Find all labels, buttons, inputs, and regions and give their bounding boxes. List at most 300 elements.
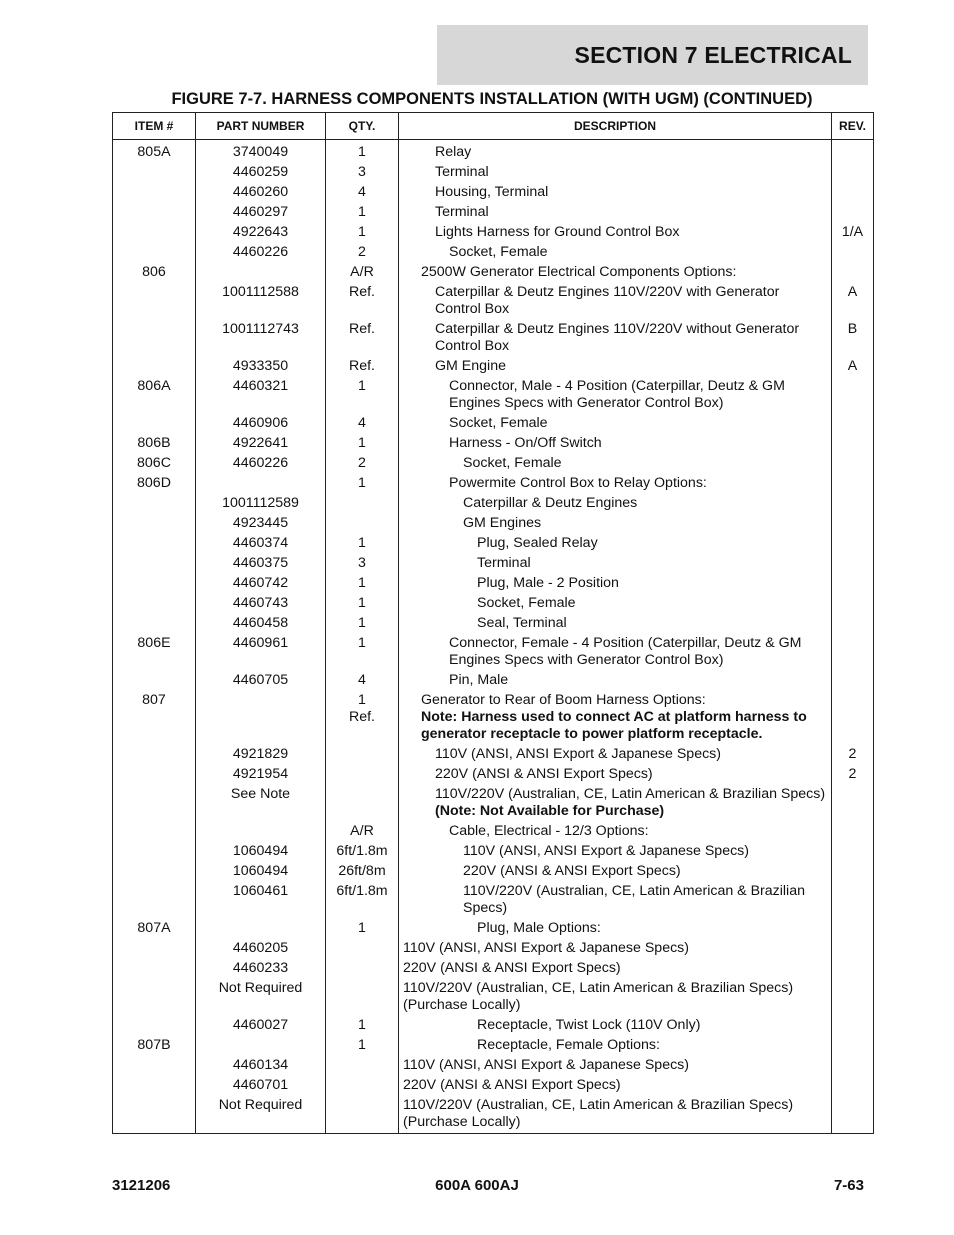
part-number-cell: 3740049 xyxy=(196,140,326,164)
item-number-cell xyxy=(113,1056,196,1076)
quantity-cell xyxy=(326,785,399,822)
revision-cell xyxy=(832,494,874,514)
description-cell xyxy=(399,765,832,785)
column-header-qty: QTY. xyxy=(326,113,399,140)
quantity-cell: 3 xyxy=(326,554,399,574)
revision-cell xyxy=(832,979,874,1016)
description-cell xyxy=(399,474,832,494)
description-cell xyxy=(399,203,832,223)
description-text: Socket, Female xyxy=(449,415,548,431)
description-text: Caterpillar & Deutz Engines xyxy=(463,495,638,511)
item-number-cell xyxy=(113,979,196,1016)
table-row xyxy=(113,1016,874,1036)
table-row xyxy=(113,454,874,474)
part-number-cell: 1001112588 xyxy=(196,283,326,320)
revision-cell: B xyxy=(832,320,874,357)
table-header-row xyxy=(113,113,874,140)
item-number-cell xyxy=(113,745,196,765)
revision-cell xyxy=(832,939,874,959)
table-row xyxy=(113,1036,874,1056)
quantity-cell xyxy=(326,514,399,534)
description-cell xyxy=(399,434,832,454)
table-row xyxy=(113,1096,874,1134)
table-row xyxy=(113,554,874,574)
description-note: (Note: Not Available for Purchase) xyxy=(435,803,665,819)
item-number-cell: 806C xyxy=(113,454,196,474)
table-row xyxy=(113,822,874,842)
description-text: Socket, Female xyxy=(449,244,548,260)
part-number-cell xyxy=(196,474,326,494)
item-number-cell xyxy=(113,283,196,320)
item-number-cell: 807 xyxy=(113,691,196,745)
description-cell xyxy=(399,574,832,594)
part-number-cell: 1060461 xyxy=(196,882,326,919)
description-cell xyxy=(399,594,832,614)
item-number-cell xyxy=(113,163,196,183)
table-row xyxy=(113,494,874,514)
quantity-cell: 2 xyxy=(326,243,399,263)
footer-page-number: 7-63 xyxy=(833,1177,864,1194)
description-cell xyxy=(399,263,832,283)
description-text: Terminal xyxy=(435,204,489,220)
item-number-cell xyxy=(113,494,196,514)
description-text: Pin, Male xyxy=(449,672,509,688)
description-cell xyxy=(399,959,832,979)
description-cell xyxy=(399,1076,832,1096)
part-number-cell: 4923445 xyxy=(196,514,326,534)
quantity-cell: 1 xyxy=(326,203,399,223)
description-note: Note: Harness used to connect AC at platform harness to generator receptacle to power platform receptacle. xyxy=(421,709,807,742)
part-number-cell: 4460259 xyxy=(196,163,326,183)
item-number-cell xyxy=(113,882,196,919)
description-cell xyxy=(399,243,832,263)
item-number-cell xyxy=(113,357,196,377)
quantity-cell: 4 xyxy=(326,414,399,434)
table-row xyxy=(113,671,874,691)
item-number-cell xyxy=(113,1016,196,1036)
revision-cell xyxy=(832,514,874,534)
table-row xyxy=(113,357,874,377)
part-number-cell: 4460705 xyxy=(196,671,326,691)
part-number-cell: 4460743 xyxy=(196,594,326,614)
quantity-cell: 1 xyxy=(326,377,399,414)
description-text: Connector, Female - 4 Position (Caterpillar, Deutz & GM Engines Specs with Generator Control Box) xyxy=(449,635,802,668)
item-number-cell xyxy=(113,785,196,822)
part-number-cell: 4460027 xyxy=(196,1016,326,1036)
quantity-cell: Ref. xyxy=(326,283,399,320)
quantity-cell: 4 xyxy=(326,183,399,203)
part-number-cell: 4933350 xyxy=(196,357,326,377)
description-text: 110V (ANSI, ANSI Export & Japanese Specs) xyxy=(403,940,689,956)
description-cell xyxy=(399,377,832,414)
section-banner xyxy=(437,25,868,85)
table-row xyxy=(113,842,874,862)
description-text: Terminal xyxy=(435,164,489,180)
column-header-item: ITEM # xyxy=(113,113,196,140)
quantity-cell xyxy=(326,1076,399,1096)
description-text: Socket, Female xyxy=(477,595,576,611)
table-row xyxy=(113,320,874,357)
table-row xyxy=(113,414,874,434)
part-number-cell: 4460297 xyxy=(196,203,326,223)
quantity-cell: 1 xyxy=(326,434,399,454)
part-number-cell: 4921954 xyxy=(196,765,326,785)
parts-table xyxy=(112,112,874,1134)
item-number-cell xyxy=(113,183,196,203)
quantity-cell: 4 xyxy=(326,671,399,691)
part-number-cell: 4922641 xyxy=(196,434,326,454)
quantity-cell: 2 xyxy=(326,454,399,474)
item-number-cell xyxy=(113,939,196,959)
revision-cell xyxy=(832,1056,874,1076)
footer-doc-number: 3121206 xyxy=(112,1177,171,1194)
part-number-cell: 4460961 xyxy=(196,634,326,671)
revision-cell: 2 xyxy=(832,745,874,765)
quantity-cell xyxy=(326,765,399,785)
revision-cell xyxy=(832,1016,874,1036)
revision-cell xyxy=(832,203,874,223)
table-row xyxy=(113,377,874,414)
revision-cell xyxy=(832,785,874,822)
description-cell xyxy=(399,283,832,320)
description-text: 110V (ANSI, ANSI Export & Japanese Specs) xyxy=(435,746,721,762)
footer-model: 600A 600AJ xyxy=(435,1177,519,1194)
description-cell xyxy=(399,939,832,959)
table-row xyxy=(113,614,874,634)
revision-cell xyxy=(832,554,874,574)
part-number-cell xyxy=(196,822,326,842)
description-cell xyxy=(399,614,832,634)
quantity-cell: 1 xyxy=(326,919,399,939)
description-text: Generator to Rear of Boom Harness Options: xyxy=(421,692,706,708)
revision-cell xyxy=(832,454,874,474)
revision-cell: 2 xyxy=(832,765,874,785)
revision-cell xyxy=(832,263,874,283)
description-cell xyxy=(399,454,832,474)
table-row xyxy=(113,434,874,454)
description-text: 110V/220V (Australian, CE, Latin American & Brazilian Specs) (Purchase Locally) xyxy=(403,980,794,1013)
quantity-cell xyxy=(326,939,399,959)
description-cell xyxy=(399,1096,832,1134)
description-text: Housing, Terminal xyxy=(435,184,549,200)
item-number-cell xyxy=(113,320,196,357)
item-number-cell: 806D xyxy=(113,474,196,494)
part-number-cell: 4460458 xyxy=(196,614,326,634)
item-number-cell xyxy=(113,614,196,634)
description-cell xyxy=(399,534,832,554)
quantity-cell: 1 Ref. xyxy=(326,691,399,745)
description-text: Powermite Control Box to Relay Options: xyxy=(449,475,707,491)
table-row xyxy=(113,594,874,614)
quantity-cell: 1 xyxy=(326,474,399,494)
quantity-cell xyxy=(326,959,399,979)
revision-cell xyxy=(832,474,874,494)
description-cell xyxy=(399,785,832,822)
item-number-cell xyxy=(113,822,196,842)
part-number-cell xyxy=(196,919,326,939)
quantity-cell: 1 xyxy=(326,1016,399,1036)
part-number-cell: 4460374 xyxy=(196,534,326,554)
description-cell xyxy=(399,691,832,745)
table-row xyxy=(113,243,874,263)
part-number-cell: 4922643 xyxy=(196,223,326,243)
table-row xyxy=(113,514,874,534)
revision-cell xyxy=(832,959,874,979)
quantity-cell: 1 xyxy=(326,1036,399,1056)
revision-cell xyxy=(832,614,874,634)
part-number-cell: 4460321 xyxy=(196,377,326,414)
item-number-cell: 806 xyxy=(113,263,196,283)
figure-title: FIGURE 7-7. HARNESS COMPONENTS INSTALLATION (WITH UGM) (CONTINUED) xyxy=(171,90,813,108)
table-row xyxy=(113,263,874,283)
description-text: Plug, Male Options: xyxy=(477,920,601,936)
table-row xyxy=(113,691,874,745)
part-number-cell: 4460205 xyxy=(196,939,326,959)
table-row xyxy=(113,979,874,1016)
part-number-cell: 1001112743 xyxy=(196,320,326,357)
description-cell xyxy=(399,882,832,919)
description-cell xyxy=(399,919,832,939)
item-number-cell: 805A xyxy=(113,140,196,164)
description-text: 110V (ANSI, ANSI Export & Japanese Specs) xyxy=(403,1057,689,1073)
revision-cell xyxy=(832,882,874,919)
part-number-cell: See Note xyxy=(196,785,326,822)
description-text: Connector, Male - 4 Position (Caterpillar, Deutz & GM Engines Specs with Generator Control Box) xyxy=(449,378,785,411)
parts-table-body xyxy=(113,140,874,1134)
quantity-cell: Ref. xyxy=(326,320,399,357)
table-row xyxy=(113,634,874,671)
description-text: 220V (ANSI & ANSI Export Specs) xyxy=(403,960,621,976)
table-row xyxy=(113,919,874,939)
description-text: 220V (ANSI & ANSI Export Specs) xyxy=(403,1077,621,1093)
table-row xyxy=(113,283,874,320)
part-number-cell: Not Required xyxy=(196,1096,326,1134)
table-row xyxy=(113,785,874,822)
description-cell xyxy=(399,514,832,534)
item-number-cell xyxy=(113,842,196,862)
description-text: Caterpillar & Deutz Engines 110V/220V with Generator Control Box xyxy=(435,284,780,317)
description-cell xyxy=(399,554,832,574)
revision-cell xyxy=(832,377,874,414)
item-number-cell xyxy=(113,514,196,534)
revision-cell xyxy=(832,243,874,263)
table-row xyxy=(113,1056,874,1076)
description-text: 220V (ANSI & ANSI Export Specs) xyxy=(463,863,681,879)
part-number-cell: 4921829 xyxy=(196,745,326,765)
revision-cell xyxy=(832,434,874,454)
part-number-cell: 4460701 xyxy=(196,1076,326,1096)
quantity-cell: 1 xyxy=(326,634,399,671)
description-text: 2500W Generator Electrical Components Options: xyxy=(421,264,737,280)
column-header-description: DESCRIPTION xyxy=(399,113,832,140)
quantity-cell: 1 xyxy=(326,574,399,594)
revision-cell xyxy=(832,140,874,164)
table-row xyxy=(113,203,874,223)
table-row xyxy=(113,574,874,594)
part-number-cell: 4460742 xyxy=(196,574,326,594)
quantity-cell: 6ft/1.8m xyxy=(326,882,399,919)
description-cell xyxy=(399,862,832,882)
revision-cell xyxy=(832,634,874,671)
quantity-cell: 1 xyxy=(326,594,399,614)
description-text: 110V/220V (Australian, CE, Latin American & Brazilian Specs) (Purchase Locally) xyxy=(403,1097,794,1130)
item-number-cell xyxy=(113,594,196,614)
part-number-cell xyxy=(196,1036,326,1056)
description-cell xyxy=(399,1016,832,1036)
quantity-cell xyxy=(326,1096,399,1134)
quantity-cell: A/R xyxy=(326,822,399,842)
quantity-cell xyxy=(326,494,399,514)
description-cell xyxy=(399,494,832,514)
part-number-cell: 4460134 xyxy=(196,1056,326,1076)
table-row xyxy=(113,939,874,959)
quantity-cell xyxy=(326,1056,399,1076)
description-text: Receptacle, Female Options: xyxy=(477,1037,660,1053)
revision-cell xyxy=(832,574,874,594)
quantity-cell: 1 xyxy=(326,534,399,554)
item-number-cell xyxy=(113,554,196,574)
quantity-cell: 1 xyxy=(326,140,399,164)
quantity-cell: 3 xyxy=(326,163,399,183)
revision-cell: 1/A xyxy=(832,223,874,243)
item-number-cell: 806E xyxy=(113,634,196,671)
description-cell xyxy=(399,842,832,862)
revision-cell xyxy=(832,822,874,842)
quantity-cell: 1 xyxy=(326,614,399,634)
item-number-cell: 806A xyxy=(113,377,196,414)
part-number-cell: 4460906 xyxy=(196,414,326,434)
table-row xyxy=(113,534,874,554)
revision-cell xyxy=(832,1036,874,1056)
table-row xyxy=(113,959,874,979)
quantity-cell: 6ft/1.8m xyxy=(326,842,399,862)
revision-cell xyxy=(832,414,874,434)
description-cell xyxy=(399,979,832,1016)
description-cell xyxy=(399,223,832,243)
table-row xyxy=(113,1076,874,1096)
quantity-cell: 26ft/8m xyxy=(326,862,399,882)
revision-cell xyxy=(832,1096,874,1134)
revision-cell xyxy=(832,919,874,939)
description-text: GM Engine xyxy=(435,358,506,374)
item-number-cell xyxy=(113,203,196,223)
table-row xyxy=(113,183,874,203)
part-number-cell: 4460375 xyxy=(196,554,326,574)
item-number-cell: 807A xyxy=(113,919,196,939)
description-text: Plug, Male - 2 Position xyxy=(477,575,619,591)
quantity-cell: A/R xyxy=(326,263,399,283)
table-row xyxy=(113,163,874,183)
revision-cell xyxy=(832,183,874,203)
description-cell xyxy=(399,822,832,842)
part-number-cell: 1001112589 xyxy=(196,494,326,514)
description-cell xyxy=(399,414,832,434)
description-text: Cable, Electrical - 12/3 Options: xyxy=(449,823,649,839)
quantity-cell: 1 xyxy=(326,223,399,243)
description-cell xyxy=(399,140,832,164)
description-text: Caterpillar & Deutz Engines 110V/220V without Generator Control Box xyxy=(435,321,800,354)
description-text: Socket, Female xyxy=(463,455,562,471)
table-row xyxy=(113,745,874,765)
part-number-cell xyxy=(196,691,326,745)
item-number-cell xyxy=(113,862,196,882)
description-cell xyxy=(399,671,832,691)
item-number-cell xyxy=(113,671,196,691)
revision-cell xyxy=(832,842,874,862)
table-row xyxy=(113,862,874,882)
description-cell xyxy=(399,357,832,377)
table-row xyxy=(113,765,874,785)
revision-cell xyxy=(832,691,874,745)
revision-cell xyxy=(832,594,874,614)
description-cell xyxy=(399,634,832,671)
description-cell xyxy=(399,183,832,203)
item-number-cell xyxy=(113,1096,196,1134)
part-number-cell: 4460226 xyxy=(196,243,326,263)
description-text: Receptacle, Twist Lock (110V Only) xyxy=(477,1017,701,1033)
description-text: Terminal xyxy=(477,555,531,571)
revision-cell xyxy=(832,534,874,554)
item-number-cell xyxy=(113,223,196,243)
item-number-cell xyxy=(113,1076,196,1096)
item-number-cell: 806B xyxy=(113,434,196,454)
description-text: 110V/220V (Australian, CE, Latin American & Brazilian Specs) xyxy=(463,883,805,916)
description-text: Plug, Sealed Relay xyxy=(477,535,598,551)
item-number-cell xyxy=(113,243,196,263)
item-number-cell: 807B xyxy=(113,1036,196,1056)
revision-cell: A xyxy=(832,357,874,377)
column-header-part-number: PART NUMBER xyxy=(196,113,326,140)
item-number-cell xyxy=(113,414,196,434)
table-row xyxy=(113,223,874,243)
column-header-rev: REV. xyxy=(832,113,874,140)
part-number-cell: Not Required xyxy=(196,979,326,1016)
description-cell xyxy=(399,163,832,183)
part-number-cell: 4460233 xyxy=(196,959,326,979)
quantity-cell xyxy=(326,745,399,765)
part-number-cell xyxy=(196,263,326,283)
description-text: 110V (ANSI, ANSI Export & Japanese Specs) xyxy=(463,843,749,859)
part-number-cell: 4460226 xyxy=(196,454,326,474)
table-row xyxy=(113,140,874,164)
revision-cell xyxy=(832,862,874,882)
part-number-cell: 1060494 xyxy=(196,862,326,882)
section-title: SECTION 7 ELECTRICAL xyxy=(574,42,852,68)
part-number-cell: 4460260 xyxy=(196,183,326,203)
table-row xyxy=(113,882,874,919)
quantity-cell xyxy=(326,979,399,1016)
description-cell xyxy=(399,745,832,765)
description-text: GM Engines xyxy=(463,515,542,531)
description-text: 110V/220V (Australian, CE, Latin American & Brazilian Specs) xyxy=(435,786,826,802)
item-number-cell xyxy=(113,959,196,979)
part-number-cell: 1060494 xyxy=(196,842,326,862)
revision-cell xyxy=(832,671,874,691)
quantity-cell: Ref. xyxy=(326,357,399,377)
description-cell xyxy=(399,1056,832,1076)
item-number-cell xyxy=(113,574,196,594)
revision-cell xyxy=(832,1076,874,1096)
description-text: Relay xyxy=(435,144,472,160)
revision-cell xyxy=(832,163,874,183)
description-cell xyxy=(399,320,832,357)
revision-cell: A xyxy=(832,283,874,320)
description-text: Seal, Terminal xyxy=(477,615,567,631)
description-text: 220V (ANSI & ANSI Export Specs) xyxy=(435,766,653,782)
description-cell xyxy=(399,1036,832,1056)
description-text: Lights Harness for Ground Control Box xyxy=(435,224,680,240)
item-number-cell xyxy=(113,534,196,554)
